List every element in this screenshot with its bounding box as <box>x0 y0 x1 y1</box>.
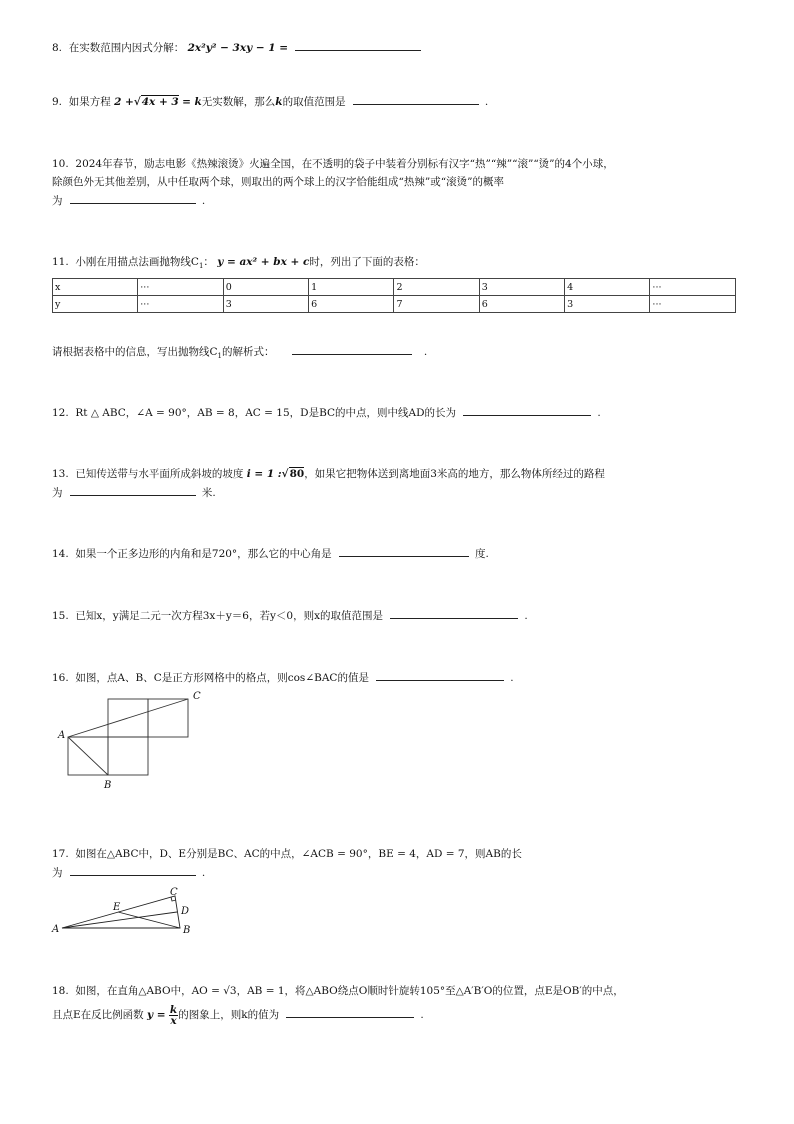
question-text: 如果方程 <box>68 96 111 108</box>
question-10-line-3 <box>52 193 205 208</box>
question-number: 15. <box>52 610 69 622</box>
question-text: 为 <box>52 487 63 499</box>
label-e: E <box>113 902 121 913</box>
question-13-line-2 <box>52 485 216 500</box>
question-text: 如图，在直角△ABO中，AO = √3，AB = 1，将△ABO绕点O顺时针旋转105°至△A′B′O的位置，点E是OB′的中点， <box>75 985 624 997</box>
question-text: 2024年春节，励志电影《热辣滚烫》火遍全国，在不透明的袋子中装着分别标有汉字“热”“辣”“滚”“烫”的4个小球， <box>75 158 614 170</box>
question-text: 无实数解，那么 <box>201 96 276 108</box>
fraction-denominator: x <box>170 1014 177 1027</box>
table-cell: x <box>53 279 138 296</box>
question-11 <box>52 255 425 273</box>
question-text: 除颜色外无其他差别，从中任取两个球，则取出的两个球上的汉字恰能组成“热辣”或“滚烫”的概率 <box>52 176 504 188</box>
question-text: 的取值范围是 <box>282 96 346 108</box>
question-9: 9. 如果方程 2 +√4x + 3 = k无实数解，那么k的取值范围是 . <box>52 96 489 108</box>
answer-blank[interactable] <box>70 193 196 204</box>
answer-blank[interactable] <box>70 865 196 876</box>
table-cell: 4 <box>565 279 650 296</box>
question-text: 已知x，y满足二元一次方程3x＋y＝6，若y＜0，则x的取值范围是 <box>75 610 383 622</box>
table-row-x <box>53 279 736 296</box>
question-text: ，如果它把物体送到离地面3米高的地方，那么物体所经过的路程 <box>304 468 605 480</box>
label-d: D <box>181 906 190 917</box>
question-text: 如果一个正多边形的内角和是720°，那么它的中心角是 <box>75 548 332 560</box>
question-17-line-2 <box>52 865 205 880</box>
fraction <box>169 1005 178 1026</box>
question-text: 为 <box>52 867 63 879</box>
question-text: 在实数范围内因式分解： <box>68 42 185 54</box>
table-row-y <box>53 296 736 313</box>
colon: ： <box>203 256 214 268</box>
table-cell: 7 <box>394 296 479 313</box>
unit-label: 米. <box>201 487 216 499</box>
question-number: 8. <box>52 42 63 54</box>
label-c: C <box>170 887 178 898</box>
table-cell: ··· <box>138 279 224 296</box>
question-17 <box>52 847 522 861</box>
table-cell: 3 <box>565 296 650 313</box>
table-cell: ··· <box>138 296 224 313</box>
label-a: A <box>52 924 60 935</box>
segment-ad <box>62 912 177 928</box>
period: . <box>484 96 489 108</box>
question-18-line-2 <box>52 1004 424 1026</box>
answer-blank[interactable] <box>70 485 196 496</box>
question-number: 12. <box>52 407 69 419</box>
answer-blank[interactable] <box>339 546 469 557</box>
question-text: 时，列出了下面的表格： <box>309 256 425 268</box>
question-text: 已知传送带与水平面所成斜坡的坡度 <box>75 468 244 480</box>
question-13: 13. 已知传送带与水平面所成斜坡的坡度 i = 1 :√80，如果它把物体送到离地面3米高的地方，那么物体所经过的路程 <box>52 468 605 480</box>
question-number: 18. <box>52 985 69 997</box>
unit-label: 度. <box>475 548 489 560</box>
question-text: 请根据表格中的信息，写出抛物线C <box>52 346 218 358</box>
answer-blank[interactable] <box>390 608 518 619</box>
segment-ab <box>68 737 108 775</box>
question-18 <box>52 984 624 998</box>
question-8 <box>52 40 427 55</box>
table-cell: 2 <box>394 279 479 296</box>
period: . <box>201 195 206 207</box>
table-cell: 3 <box>223 296 308 313</box>
period: . <box>420 1009 424 1021</box>
label-b: B <box>104 780 112 791</box>
segment-be <box>118 912 180 928</box>
question-number: 16. <box>52 672 69 684</box>
segment-ac <box>68 699 188 737</box>
table-cell: ··· <box>650 296 736 313</box>
question-15 <box>52 608 528 623</box>
question-text: 小刚在用描点法画抛物线C <box>75 256 199 268</box>
answer-blank[interactable] <box>295 40 421 51</box>
math-expression: 2x²y² − 3xy − 1 = <box>187 42 289 54</box>
question-11-follow <box>52 344 427 363</box>
answer-blank[interactable] <box>376 670 504 681</box>
value-table <box>52 278 736 313</box>
math-expression: = k <box>182 96 202 108</box>
answer-blank[interactable] <box>463 405 591 416</box>
math-expression: y = <box>147 1009 166 1021</box>
fraction-numerator: k <box>169 1003 178 1016</box>
math-expression: y = ax² + bx + c <box>217 256 310 268</box>
math-radicand: 4x + 3 <box>141 96 179 108</box>
table-cell: 3 <box>479 279 564 296</box>
label-a: A <box>58 730 66 741</box>
table-cell: 6 <box>309 296 394 313</box>
answer-blank[interactable] <box>286 1007 414 1018</box>
period: . <box>597 407 601 419</box>
math-expression: 2 + <box>114 96 134 108</box>
table-cell: ··· <box>650 279 736 296</box>
question-number: 13. <box>52 468 69 480</box>
math-radicand: 80 <box>289 468 305 480</box>
question-10-line-2 <box>52 175 504 189</box>
period: . <box>524 610 528 622</box>
question-12 <box>52 405 601 420</box>
question-number: 10. <box>52 158 69 170</box>
question-number: 17. <box>52 848 69 860</box>
math-expression: i = 1 : <box>246 468 282 480</box>
question-text: 的图象上，则k的值为 <box>178 1009 280 1021</box>
answer-blank[interactable] <box>292 344 412 355</box>
period: . <box>423 346 428 358</box>
question-number: 14. <box>52 548 69 560</box>
question-text: Rt △ ABC，∠A = 90°，AB = 8，AC = 15，D是BC的中点，则中线AD的长为 <box>75 407 457 419</box>
table-cell: 6 <box>479 296 564 313</box>
table-cell: 0 <box>223 279 308 296</box>
question-number: 11. <box>52 256 69 268</box>
table-cell: 1 <box>309 279 394 296</box>
period: . <box>510 672 514 684</box>
label-c: C <box>193 691 201 702</box>
question-10 <box>52 157 614 171</box>
grid-square <box>148 699 188 737</box>
question-text: 如图，点A、B、C是正方形网格中的格点，则cos∠BAC的值是 <box>75 672 369 684</box>
period: . <box>201 867 206 879</box>
question-16 <box>52 670 514 685</box>
question-text: 如图在△ABC中，D、E分别是BC、AC的中点，∠ACB = 90°，BE = 4，AD = 7，则AB的长 <box>75 848 522 860</box>
question-text: 且点E在反比例函数 <box>52 1009 144 1021</box>
subscript: 1 <box>217 352 223 361</box>
table-cell: y <box>53 296 138 313</box>
question-14 <box>52 546 489 561</box>
question-text: 为 <box>52 195 63 207</box>
answer-blank[interactable] <box>353 94 479 105</box>
grid-figure <box>52 686 212 794</box>
question-number: 9. <box>52 96 63 108</box>
math-variable: k <box>275 96 283 108</box>
grid-square <box>108 737 148 775</box>
subscript: 1 <box>198 262 204 271</box>
question-text: 的解析式： <box>222 346 275 358</box>
triangle-figure <box>50 884 200 938</box>
label-b: B <box>183 925 191 936</box>
